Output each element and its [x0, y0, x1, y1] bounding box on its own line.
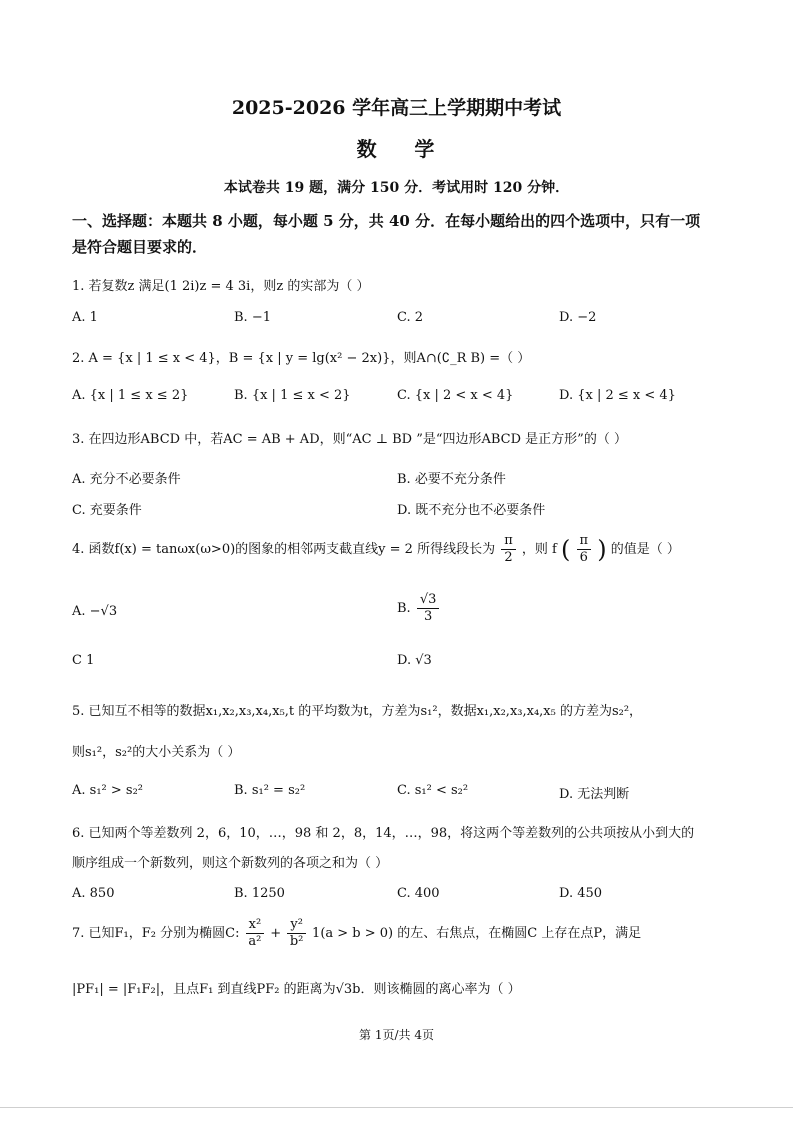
q7-fraction-x-numerator: x²	[246, 917, 265, 934]
q5-option-c: C. s₁² < s₂²	[397, 783, 469, 798]
exam-title: 2025-2026 学年高三上学期期中考试	[231, 97, 562, 119]
q3-option-d: D. 既不充分也不必要条件	[397, 503, 546, 518]
q2-option-a: A. {x | 1 ≤ x ≤ 2}	[72, 388, 189, 403]
q6-option-b: B. 1250	[234, 886, 285, 901]
q2-option-c: C. {x | 2 < x < 4}	[397, 388, 514, 403]
q4-fraction-denominator: 2	[504, 550, 513, 565]
q7-plus-sign: +	[270, 926, 282, 941]
q7-fraction-x-denominator: a²	[248, 934, 262, 949]
q4-option-b	[397, 592, 441, 625]
q4-fraction	[501, 533, 516, 566]
q7-fraction-y	[287, 917, 306, 950]
q4-argument-denominator: 6	[579, 550, 588, 565]
q4-left-paren: (	[561, 535, 571, 564]
q6-option-d: D. 450	[559, 886, 603, 901]
q5-option-b: B. s₁² = s₂²	[234, 783, 306, 798]
q5-option-a: A. s₁² > s₂²	[72, 783, 143, 798]
section-heading-line1: 一、选择题：本题共 8 小题，每小题 5 分，共 40 分．在每小题给出的四个选项中，只有一项	[72, 212, 701, 230]
q2-stem: 2. A = {x | 1 ≤ x < 4}，B = {x | y = lg(x² − 2x)}，则A∩(∁_R B) =（ ）	[72, 351, 531, 366]
q5-stem-line2: 则s₁²，s₂²的大小关系为（ ）	[72, 745, 241, 760]
q2-option-b: B. {x | 1 ≤ x < 2}	[234, 388, 351, 403]
section-heading	[72, 208, 732, 260]
q6-option-c: C. 400	[397, 886, 440, 901]
q4-option-b-numerator: √3	[417, 592, 440, 609]
bottom-divider	[0, 1107, 793, 1108]
q3-stem: 3. 在四边形ABCD 中，若AC = AB + AD，则“AC ⊥ BD ”是“四边形ABCD 是正方形”的（ ）	[72, 432, 627, 447]
q3-option-b: B. 必要不充分条件	[397, 472, 506, 487]
q4-stem-part-a: 4. 函数f(x) = tanωx(ω>0)的图象的相邻两支截直线y = 2 所得线段长为	[72, 542, 496, 557]
q1-option-b: B. −1	[234, 310, 271, 325]
q7-fraction-y-denominator: b²	[289, 934, 304, 949]
q4-argument-fraction	[577, 533, 592, 566]
q4-argument-numerator: π	[577, 533, 592, 550]
page-footer: 第 1页/共 4页	[359, 1028, 434, 1042]
q7-stem-line1	[72, 917, 641, 950]
q4-option-c: C 1	[72, 653, 95, 668]
q2-option-d: D. {x | 2 ≤ x < 4}	[559, 388, 676, 403]
q1-option-d: D. −2	[559, 310, 597, 325]
q7-fraction-x	[246, 917, 265, 950]
q7-fraction-y-numerator: y²	[287, 917, 306, 934]
q1-option-a: A. 1	[72, 310, 98, 325]
q4-stem-part-c: 的值是（ ）	[610, 542, 680, 557]
q7-stem-line2: |PF₁| = |F₁F₂|，且点F₁ 到直线PF₂ 的距离为√3b．则该椭圆的离心率为（ ）	[72, 982, 521, 997]
section-heading-line2: 是符合题目要求的．	[72, 238, 208, 256]
q4-option-d: D. √3	[397, 653, 432, 668]
q7-stem-part-b: 1(a > b > 0) 的左、右焦点，在椭圆C 上存在点P，满足	[312, 926, 642, 941]
q3-option-a: A. 充分不必要条件	[72, 472, 181, 487]
q4-fraction-numerator: π	[501, 533, 516, 550]
q6-stem-line1: 6. 已知两个等差数列 2，6，10，…，98 和 2，8，14，…，98，将这两个等差数列的公共项按从小到大的	[72, 826, 695, 841]
q1-stem: 1. 若复数z 满足(1 2i)z = 4 3i，则z 的实部为（ ）	[72, 279, 370, 294]
q3-option-c: C. 充要条件	[72, 503, 142, 518]
q6-stem-line2: 顺序组成一个新数列，则这个新数列的各项之和为（ ）	[72, 856, 389, 871]
q4-option-b-denominator: 3	[423, 609, 433, 624]
exam-intro: 本试卷共 19 题，满分 150 分．考试用时 120 分钟．	[223, 180, 570, 196]
q4-option-a: A. −√3	[72, 604, 118, 619]
q4-stem	[72, 533, 680, 566]
q1-option-c: C. 2	[397, 310, 424, 325]
q4-stem-part-b: ，则 f	[521, 542, 557, 557]
q5-option-d: D. 无法判断	[559, 787, 630, 802]
subject-title: 数 学	[356, 137, 437, 161]
q4-option-b-fraction	[417, 592, 440, 625]
q4-right-paren: )	[597, 535, 607, 564]
q6-option-a: A. 850	[72, 886, 115, 901]
q4-option-b-label: B.	[397, 601, 411, 616]
q7-stem-part-a: 7. 已知F₁，F₂ 分别为椭圆C:	[72, 926, 240, 941]
q5-stem-line1: 5. 已知互不相等的数据x₁,x₂,x₃,x₄,x₅,t 的平均数为t，方差为s₁²，数据x₁,x₂,x₃,x₄,x₅ 的方差为s₂²，	[72, 704, 643, 719]
